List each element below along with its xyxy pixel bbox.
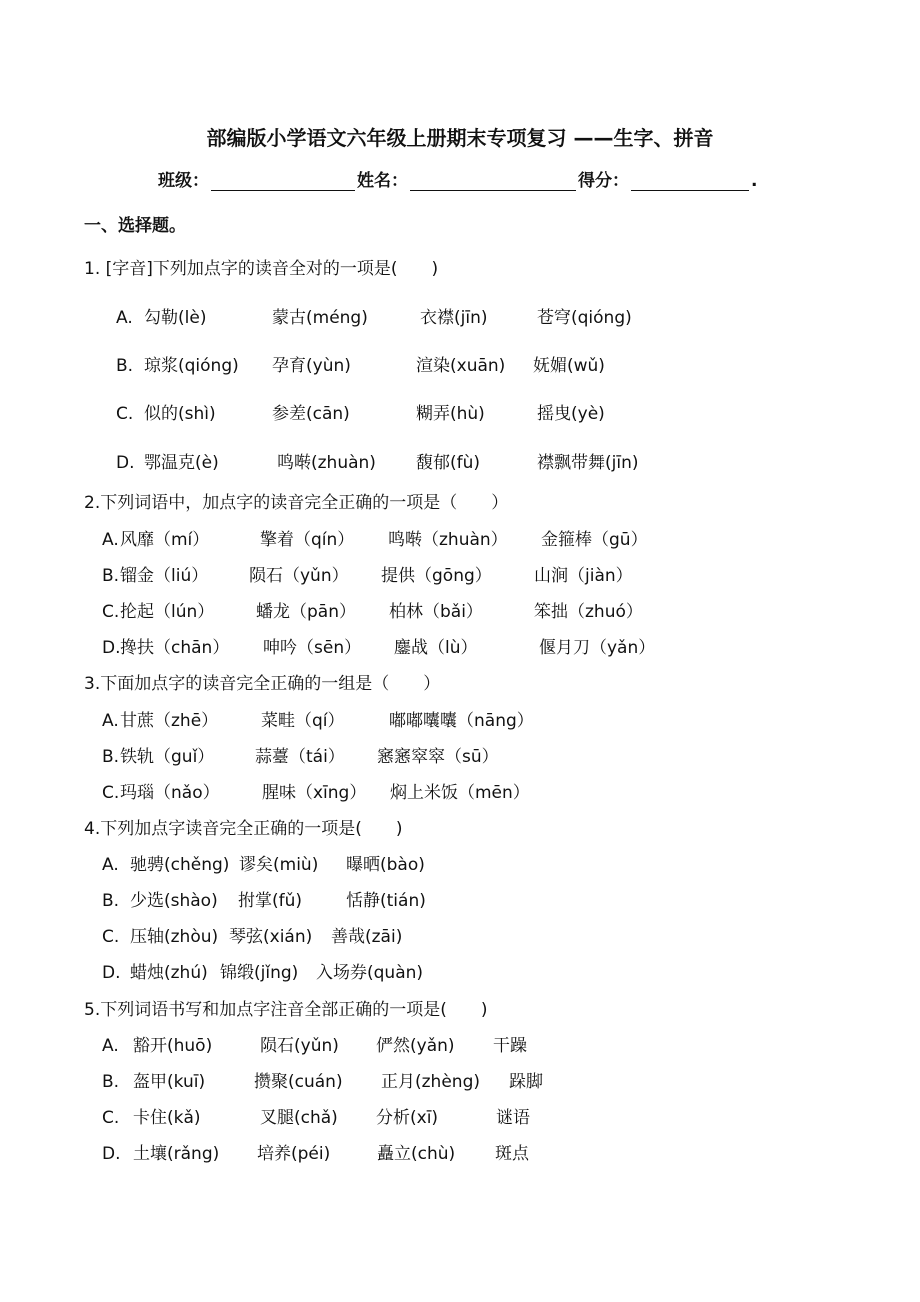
option-item: 柏林（bǎi） <box>389 602 483 622</box>
option-item: 豁开(huō) <box>133 1036 213 1056</box>
option-item: 糊弄(hù) <box>416 404 485 424</box>
option-item: 俨然(yǎn) <box>376 1036 455 1056</box>
end-mark: . <box>751 171 758 191</box>
option-item: 铁轨（guǐ） <box>120 747 215 767</box>
option-item: 勾勒(lè) <box>144 308 207 328</box>
option-item: 琴弦(xián) <box>229 927 313 947</box>
option-label: B. <box>116 356 134 376</box>
option-item: 渲染(xuān) <box>416 356 506 376</box>
option-item: 甘蔗（zhē） <box>120 711 219 731</box>
option-item: 陨石（yǔn） <box>249 566 349 586</box>
option-item: 馥郁(fù) <box>416 453 481 473</box>
option-item: 鸣啭(zhuàn) <box>277 453 376 473</box>
name-label: 姓名： <box>357 171 408 191</box>
page-title: 部编版小学语文六年级上册期末专项复习 ——生字、拼音 <box>206 126 714 150</box>
class-label: 班级： <box>158 171 209 191</box>
option-item: 镏金（liú） <box>120 566 209 586</box>
option-item: 腥味（xīng） <box>262 783 367 803</box>
option-item: 少选(shào) <box>130 891 218 911</box>
option-item: 鸣啭（zhuàn） <box>388 530 508 550</box>
option-label: C. <box>102 927 120 947</box>
option-label: D. <box>116 453 135 473</box>
option-item: 斑点 <box>495 1144 529 1164</box>
option-item: 跺脚 <box>509 1072 543 1092</box>
option-label: C. <box>116 404 134 424</box>
option-label: C. <box>102 602 120 622</box>
option-item: 卡住(kǎ) <box>133 1108 201 1128</box>
question-stem: 3.下面加点字的读音完全正确的一组是（ ） <box>84 674 441 694</box>
option-item: 锦缎(jǐng) <box>220 963 299 983</box>
option-item: 分析(xī) <box>376 1108 439 1128</box>
option-item: 嘟嘟囔囔（nāng） <box>389 711 534 731</box>
option-label: D. <box>102 638 121 658</box>
option-label: A. <box>102 711 119 731</box>
question-stem: 2.下列词语中，加点字的读音完全正确的一项是（ ） <box>84 493 509 513</box>
option-item: 摇曳(yè) <box>537 404 605 424</box>
option-item: 攒聚(cuán) <box>254 1072 343 1092</box>
class-blank[interactable] <box>211 170 355 191</box>
score-blank[interactable] <box>631 170 749 191</box>
option-label: A. <box>102 530 119 550</box>
student-info-line <box>158 166 757 191</box>
option-item: 善哉(zāi) <box>331 927 403 947</box>
question-stem: 1. [字音]下列加点字的读音全对的一项是( ) <box>84 259 439 279</box>
option-item: 培养(péi) <box>257 1144 331 1164</box>
question-stem: 5.下列词语书写和加点字注音全部正确的一项是( ) <box>84 1000 488 1020</box>
option-item: 驰骋(chěng) <box>130 855 230 875</box>
option-label: A. <box>116 308 133 328</box>
option-item: 笨拙（zhuó） <box>534 602 643 622</box>
option-item: 鄂温克(è) <box>144 453 219 473</box>
option-item: 拊掌(fǔ) <box>238 891 303 911</box>
option-label: D. <box>102 963 121 983</box>
option-item: 叉腿(chǎ) <box>260 1108 338 1128</box>
option-label: B. <box>102 891 120 911</box>
option-item: 蜡烛(zhú) <box>130 963 208 983</box>
option-label: C. <box>102 783 120 803</box>
option-item: 曝晒(bào) <box>346 855 425 875</box>
option-item: 压轴(zhòu) <box>130 927 219 947</box>
option-item: 盔甲(kuī) <box>133 1072 206 1092</box>
section-heading: 一、选择题。 <box>84 216 186 236</box>
question-stem: 4.下列加点字读音完全正确的一项是( ) <box>84 819 403 839</box>
option-item: 鏖战（lù） <box>394 638 478 658</box>
option-item: 山涧（jiàn） <box>534 566 633 586</box>
option-item: 玛瑙（nǎo） <box>120 783 220 803</box>
score-label: 得分： <box>578 171 629 191</box>
option-label: A. <box>102 1036 119 1056</box>
name-blank[interactable] <box>410 170 576 191</box>
option-item: 苍穹(qióng) <box>537 308 632 328</box>
option-item: 焖上米饭（mēn） <box>390 783 530 803</box>
option-item: 似的(shì) <box>144 404 216 424</box>
option-item: 风靡（mí） <box>120 530 210 550</box>
option-item: 菜畦（qí） <box>261 711 345 731</box>
option-item: 干躁 <box>493 1036 527 1056</box>
option-item: 参差(cān) <box>272 404 350 424</box>
option-item: 蒙古(méng) <box>272 308 368 328</box>
option-item: 衣襟(jīn) <box>420 308 488 328</box>
option-item: 入场券(quàn) <box>316 963 424 983</box>
option-item: 呻吟（sēn） <box>263 638 362 658</box>
option-item: 正月(zhèng) <box>381 1072 480 1092</box>
option-item: 提供（gōng） <box>381 566 492 586</box>
option-item: 擎着（qín） <box>260 530 355 550</box>
option-item: 谬矣(miù) <box>239 855 319 875</box>
option-item: 矗立(chù) <box>377 1144 456 1164</box>
option-item: 琼浆(qióng) <box>144 356 239 376</box>
option-item: 襟飘带舞(jīn) <box>537 453 639 473</box>
option-label: B. <box>102 566 120 586</box>
option-label: B. <box>102 1072 120 1092</box>
option-item: 土壤(rǎng) <box>133 1144 220 1164</box>
option-label: A. <box>102 855 119 875</box>
option-item: 孕育(yùn) <box>272 356 351 376</box>
option-item: 蟠龙（pān） <box>256 602 356 622</box>
option-item: 抡起（lún） <box>120 602 215 622</box>
option-item: 妩媚(wǔ) <box>533 356 605 376</box>
option-item: 蒜薹（tái） <box>255 747 345 767</box>
option-item: 金箍棒（gū） <box>541 530 648 550</box>
option-item: 谜语 <box>496 1108 530 1128</box>
option-item: 搀扶（chān） <box>120 638 230 658</box>
option-label: D. <box>102 1144 121 1164</box>
option-item: 偃月刀（yǎn） <box>539 638 656 658</box>
option-item: 窸窸窣窣（sū） <box>377 747 499 767</box>
option-item: 陨石(yǔn) <box>260 1036 339 1056</box>
option-item: 恬静(tián) <box>346 891 426 911</box>
option-label: C. <box>102 1108 120 1128</box>
option-label: B. <box>102 747 120 767</box>
